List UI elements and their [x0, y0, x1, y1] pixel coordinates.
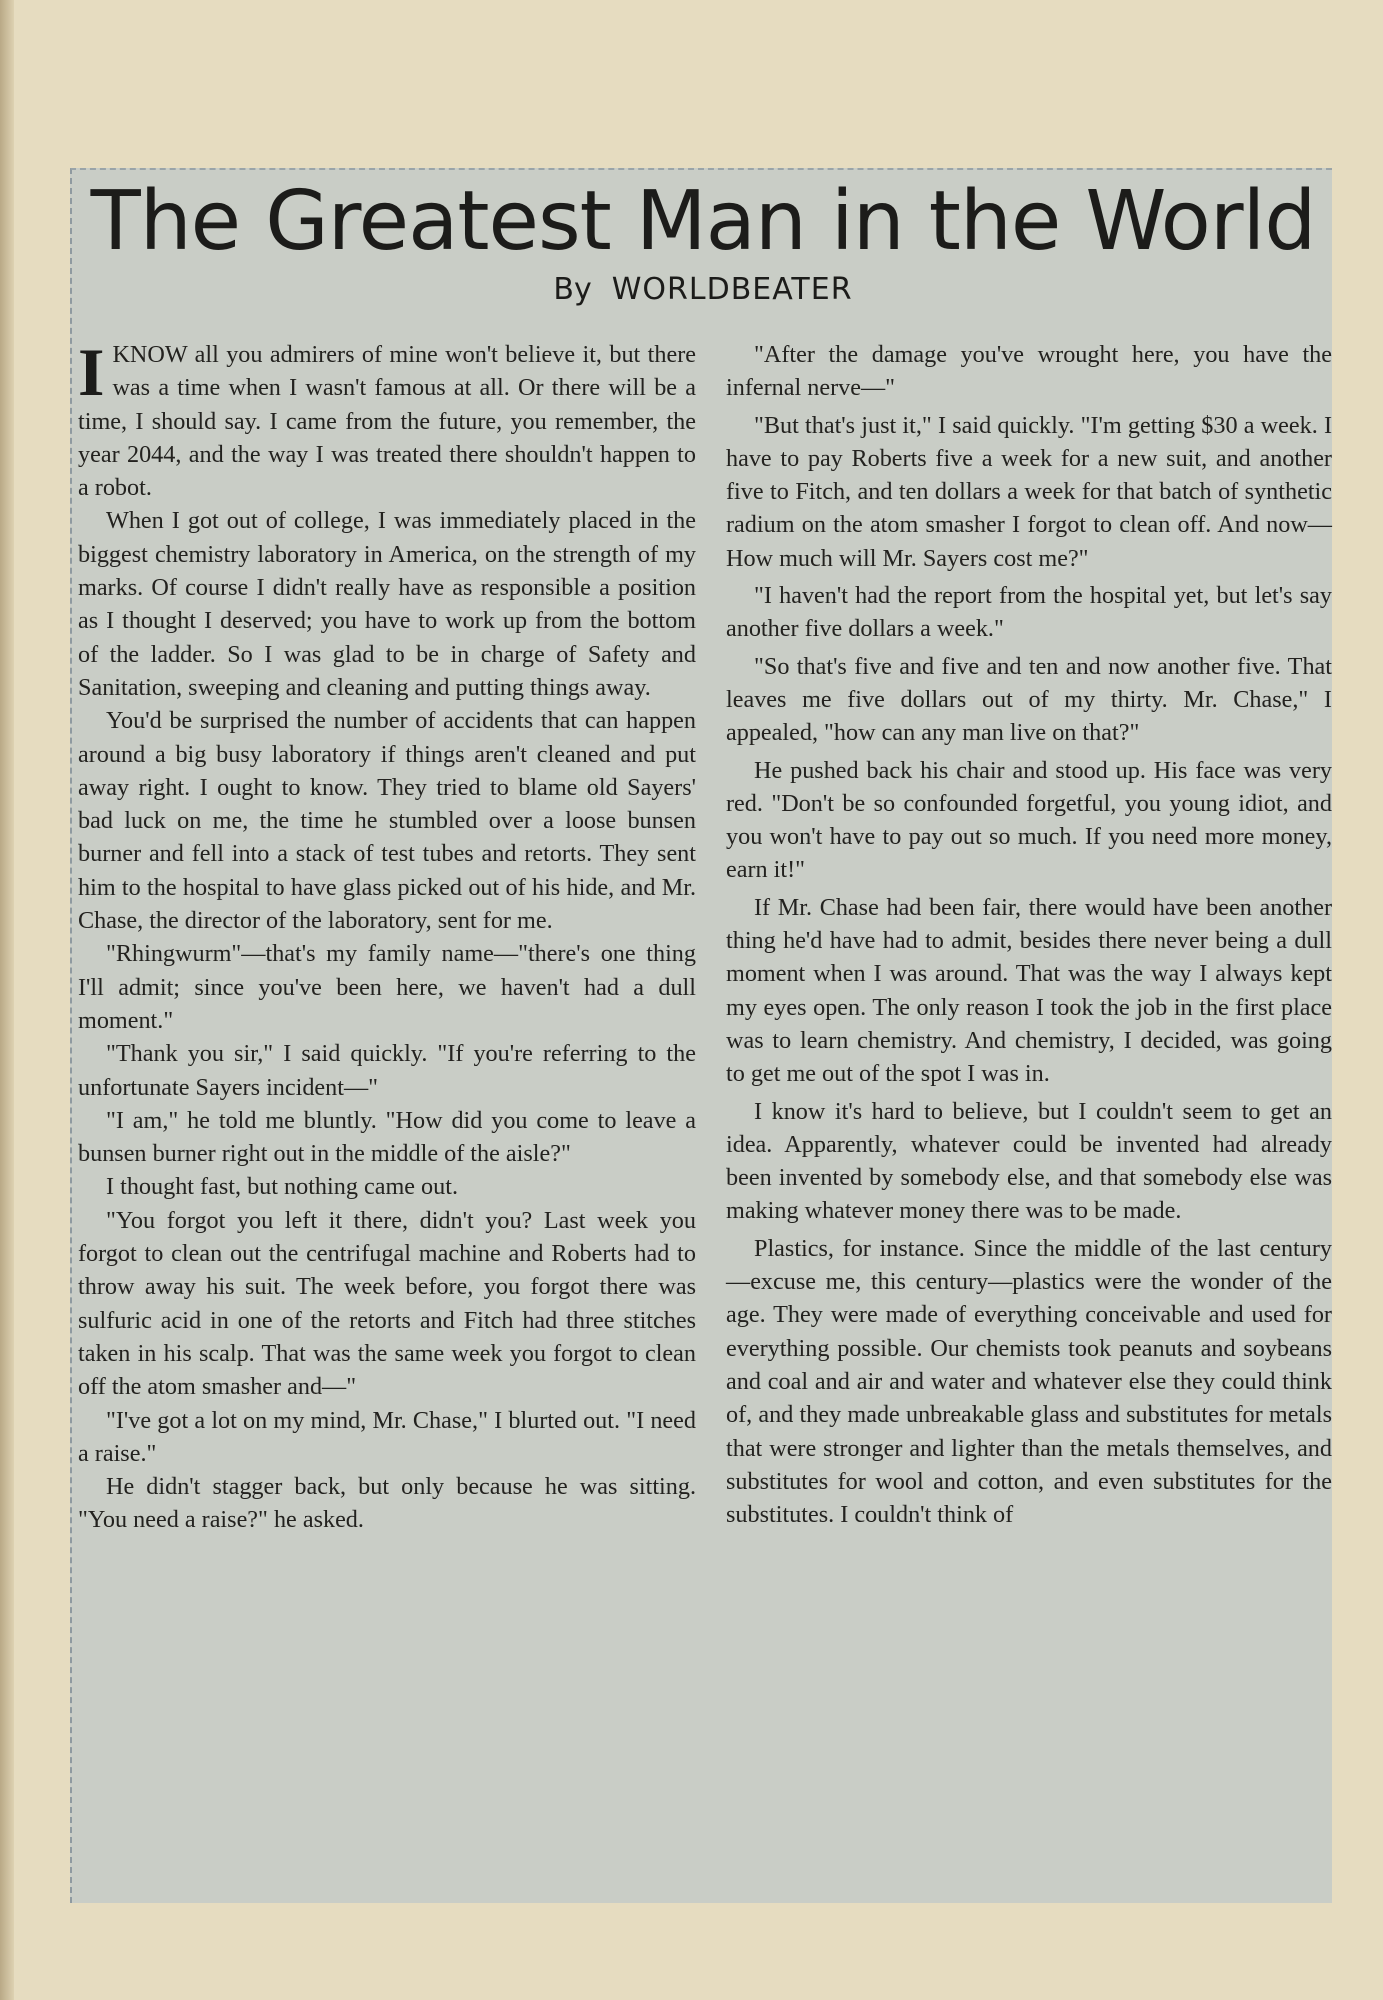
paragraph	[78, 334, 696, 504]
paragraph: When I got out of college, I was immediately placed in the biggest chemistry laboratory in America, on the strength of my marks. Of course I didn't really have as responsible a position as I thought I deserved; you have to work up from the bottom of the ladder. So I was glad to be in charge of Safety and Sanitation, sweeping and cleaning and putting things away.	[78, 507, 696, 701]
article-panel	[70, 168, 1332, 1903]
paragraph: "Thank you sir," I said quickly. "If you're referring to the unfortunate Sayers incident—"	[78, 1040, 696, 1101]
right-column	[726, 338, 1332, 1531]
paragraph: "Rhingwurm"—that's my family name—"there's one thing I'll admit; since you've been here, we haven't had a dull moment."	[78, 940, 696, 1034]
paragraph: He didn't stagger back, but only because he was sitting. "You need a raise?" he asked.	[78, 1473, 696, 1534]
page-edge	[0, 0, 14, 2000]
left-column	[78, 334, 696, 1537]
paragraph: He pushed back his chair and stood up. His face was very red. "Don't be so confounded forgetful, you young idiot, and you won't have to pay out so much. If you need more money, earn it!"	[726, 756, 1332, 884]
paragraph: Plastics, for instance. Since the middle of the last century—excuse me, this century—plastics were the wonder of the age. They were made of everything conceivable and used for everything possible. Our chemists took peanuts and soybeans and coal and air and water and whatever else they could think of, and they made unbreakable glass and substitutes for metals that were stronger and lighter than the metals themselves, and substitutes for wool and cotton, and even substitutes for the substitutes. I couldn't think of	[726, 1234, 1332, 1529]
paragraph-text: KNOW all you admirers of mine won't believe it, but there was a time when I wasn't famous at all. Or there will be a time, I should say. I came from the future, you remember, the year 2044, and the way I was treated there shouldn't happen to a robot.	[78, 341, 696, 502]
paragraph: "After the damage you've wrought here, you have the infernal nerve—"	[726, 341, 1332, 402]
paragraph: I know it's hard to believe, but I couldn't seem to get an idea. Apparently, whatever could be invented had already been invented by somebody else, and that somebody else was making whatever money there was to be made.	[726, 1097, 1332, 1225]
byline-author: WORLDBEATER	[611, 272, 853, 307]
paragraph: You'd be surprised the number of accidents that can happen around a big busy laboratory if things aren't cleaned and put away right. I ought to know. They tried to blame old Sayers' bad luck on me, the time he stumbled over a loose bunsen burner and fell into a stack of test tubes and retorts. They sent him to the hospital to have glass picked out of his hide, and Mr. Chase, the director of the laboratory, sent for me.	[78, 707, 696, 935]
paragraph: I thought fast, but nothing came out.	[106, 1173, 459, 1201]
byline-by: By	[553, 272, 592, 307]
byline	[72, 272, 1334, 307]
drop-cap: I	[78, 334, 105, 410]
article-title: The Greatest Man in the World	[90, 174, 1316, 269]
paragraph: "I've got a lot on my mind, Mr. Chase," I blurted out. "I need a raise."	[78, 1406, 696, 1467]
paragraph: "But that's just it," I said quickly. "I'm getting $30 a week. I have to pay Roberts five a week for a new suit, and another five to Fitch, and ten dollars a week for that batch of synthetic radium on the atom smasher I forgot to clean off. And now— How much will Mr. Sayers cost me?"	[726, 411, 1332, 572]
paragraph: "I haven't had the report from the hospital yet, but let's say another five dollars a week."	[726, 582, 1332, 643]
paragraph: If Mr. Chase had been fair, there would have been another thing he'd have had to admit, besides there never being a dull moment when I was around. That was the way I always kept my eyes open. The only reason I took the job in the first place was to learn chemistry. And chemistry, I decided, was going to get me out of the spot I was in.	[726, 893, 1332, 1088]
paragraph: "I am," he told me bluntly. "How did you come to leave a bunsen burner right out in the middle of the aisle?"	[78, 1106, 696, 1168]
paragraph: "So that's five and five and ten and now another five. That leaves me five dollars out of my thirty. Mr. Chase," I appealed, "how can any man live on that?"	[726, 652, 1332, 747]
paragraph: "You forgot you left it there, didn't you? Last week you forgot to clean out the centrifugal machine and Roberts had to throw away his suit. The week before, you forgot there was sulfuric acid in one of the retorts and Fitch had three stitches taken in his scalp. That was the same week you forgot to clean off the atom smasher and—"	[78, 1206, 696, 1401]
